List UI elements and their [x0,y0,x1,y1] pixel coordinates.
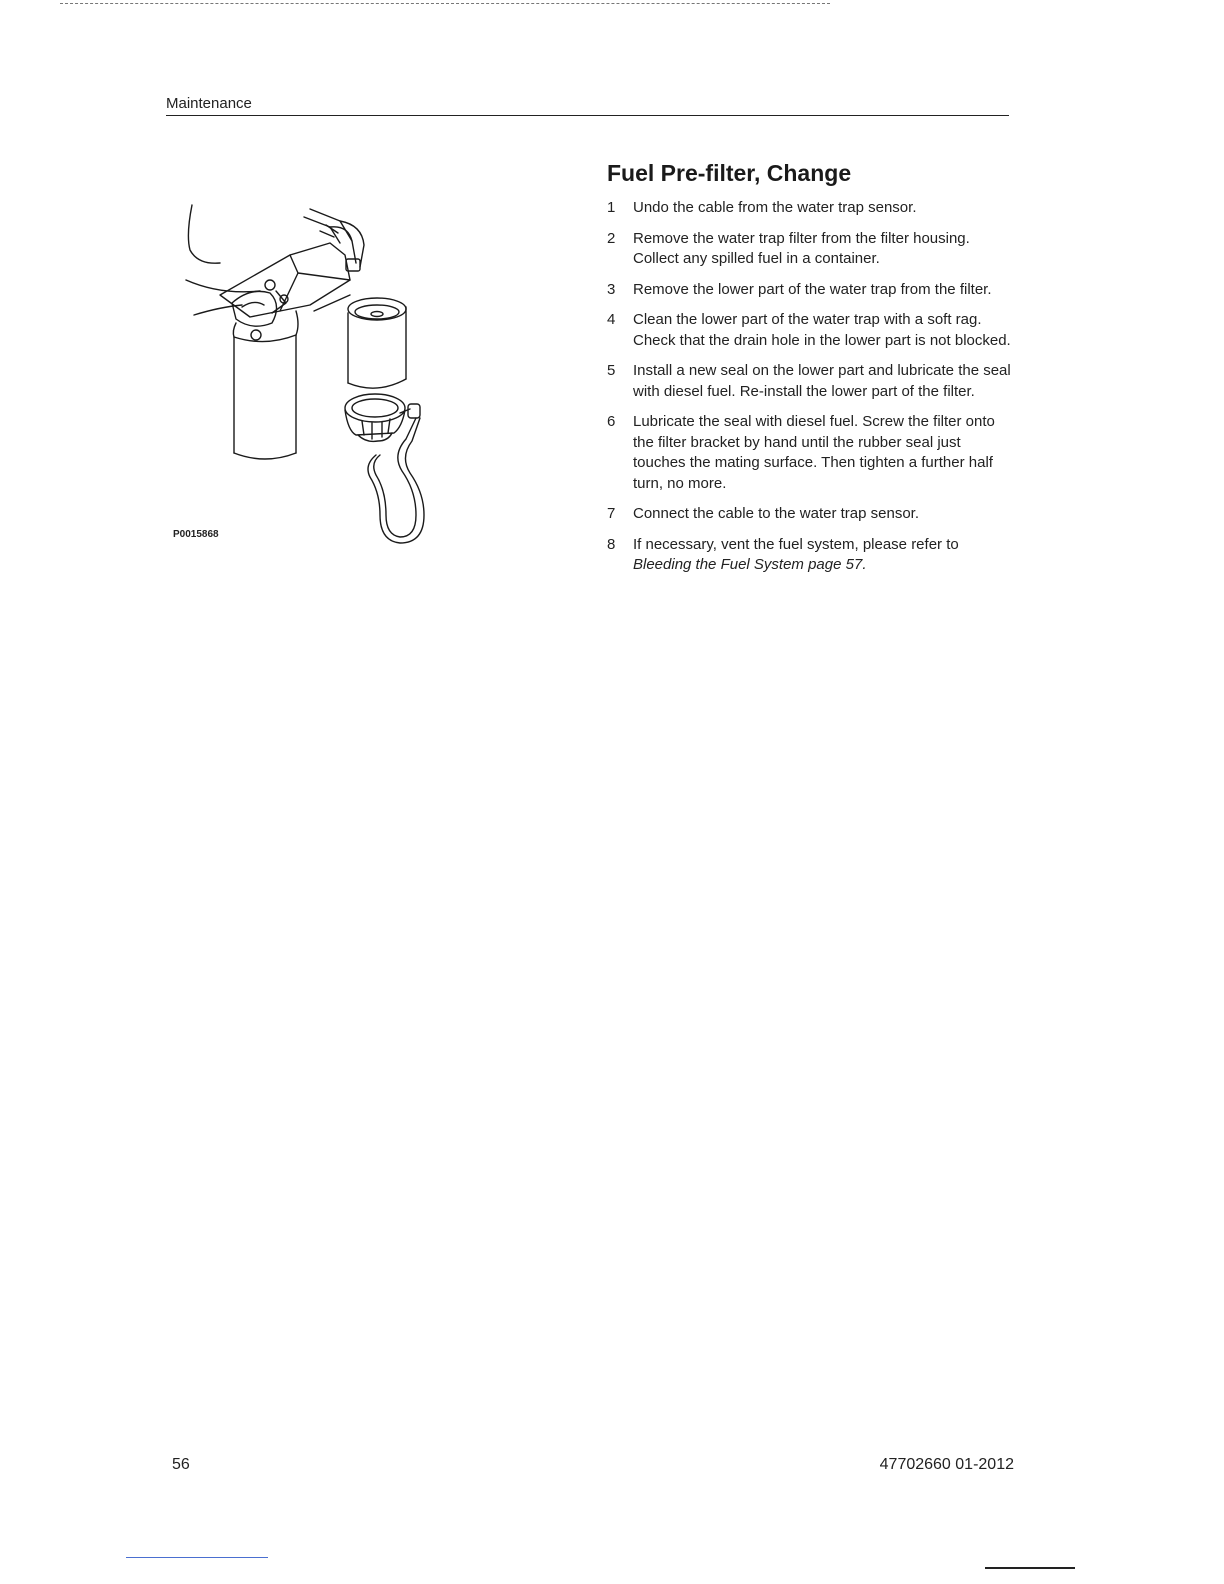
step-item [607,310,1017,351]
steps-list [607,198,1017,576]
step-item [607,535,1017,576]
step-text: Lubricate the seal with diesel fuel. Screw the filter onto the filter bracket by hand until the rubber seal just touches the mating surface. Then tighten a further half turn, no more. [633,413,995,492]
step-number: 6 [607,413,616,430]
step-number: 3 [607,280,616,298]
step-number: 5 [607,362,616,379]
step-item [607,412,1017,494]
scan-artifact-top [60,3,830,4]
step-text: Install a new seal on the lower part and lubricate the seal with diesel fuel. Re-install the lower part of the filter. [633,362,1011,400]
step-text: Remove the water trap filter from the filter housing. Collect any spilled fuel in a container. [633,229,970,267]
fuel-prefilter-illustration-icon [180,195,470,555]
step-text: Remove the lower part of the water trap from the filter. [633,280,992,298]
page-number: 56 [172,1456,190,1473]
step-number: 4 [607,311,616,328]
step-text: Undo the cable from the water trap sensor. [633,199,917,216]
step-item [607,361,1017,402]
step-item [607,280,1017,301]
step-number: 2 [607,229,616,247]
step-item [607,229,1017,270]
step-item [607,198,1017,219]
scan-artifact-bottom-left [126,1557,268,1558]
step-number: 8 [607,535,616,553]
step-text: Connect the cable to the water trap sensor. [633,505,920,522]
scan-artifact-bottom-right [985,1567,1075,1569]
cross-reference-link[interactable]: Bleeding the Fuel System page 57. [633,556,867,573]
document-id: 47702660 01-2012 [879,1456,1014,1473]
section-label: Maintenance [166,95,252,112]
step-number: 7 [607,505,616,522]
step-text: Clean the lower part of the water trap with a soft rag. Check that the drain hole in the lower part is not blocked. [633,311,1011,349]
page-title: Fuel Pre-filter, Change [607,160,852,186]
figure-code: P0015868 [173,529,219,540]
main-content [607,160,1017,586]
figure [180,195,470,555]
header-rule [166,115,1009,116]
step-number: 1 [607,199,616,216]
step-text: If necessary, vent the fuel system, please refer to [633,535,959,553]
step-item [607,504,1017,525]
